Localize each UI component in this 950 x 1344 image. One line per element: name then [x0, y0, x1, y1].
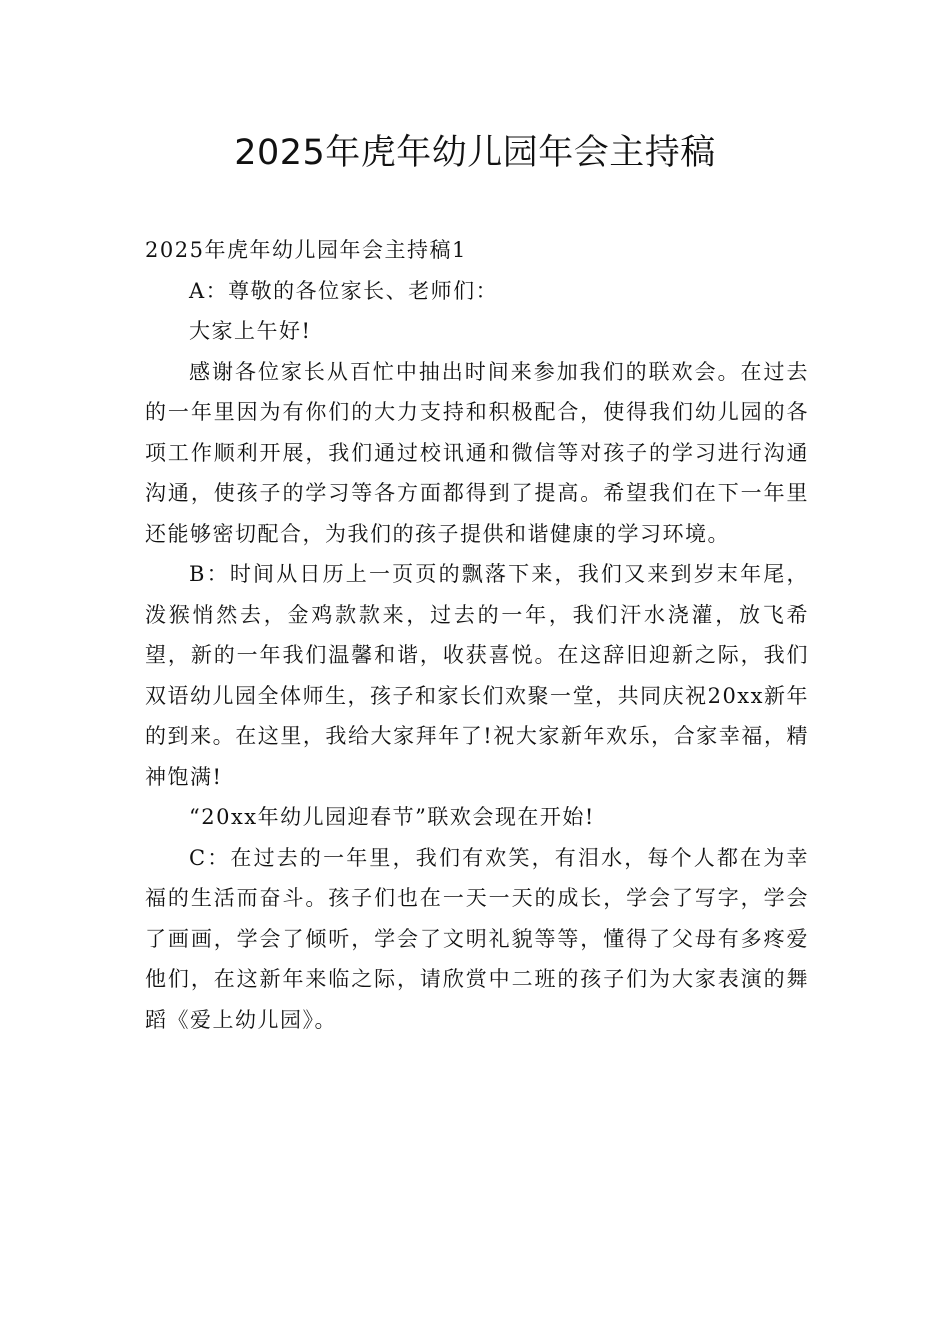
document-body: [145, 230, 809, 1040]
paragraph-good-morning: 大家上午好!: [189, 319, 312, 343]
document-title: 2025年虎年幼儿园年会主持稿: [234, 133, 716, 173]
paragraph-b: B：时间从日历上一页页的飘落下来，我们又来到岁末年尾，泼猴悄然去，金鸡款款来，过去的一年，我们汗水浇灌，放飞希望，新的一年我们温馨和谐，收获喜悦。在这辞旧迎新之际，我们双语幼儿园全体师生，孩子和家长们欢聚一堂，共同庆祝20xx新年的到来。在这里，我给大家拜年了!祝大家新年欢乐，合家幸福，精神饱满!: [145, 562, 809, 789]
paragraph-thanks: 感谢各位家长从百忙中抽出时间来参加我们的联欢会。在过去的一年里因为有你们的大力支持和积极配合，使得我们幼儿园的各项工作顺利开展，我们通过校讯通和微信等对孩子的学习进行沟通沟通，使孩子的学习等各方面都得到了提高。希望我们在下一年里还能够密切配合，为我们的孩子提供和谐健康的学习环境。: [145, 359, 809, 546]
paragraph-c: C：在过去的一年里，我们有欢笑，有泪水，每个人都在为幸福的生活而奋斗。孩子们也在一天一天的成长，学会了写字，学会了画画，学会了倾听，学会了文明礼貌等等，懂得了父母有多疼爱他们，在这新年来临之际，请欣赏中二班的孩子们为大家表演的舞蹈《爱上幼儿园》。: [145, 845, 809, 1032]
paragraph-opening: “20xx年幼儿园迎春节”联欢会现在开始!: [189, 805, 595, 829]
paragraph-greeting-a: A：尊敬的各位家长、老师们：: [189, 278, 499, 303]
section-heading: 2025年虎年幼儿园年会主持稿1: [145, 238, 467, 262]
